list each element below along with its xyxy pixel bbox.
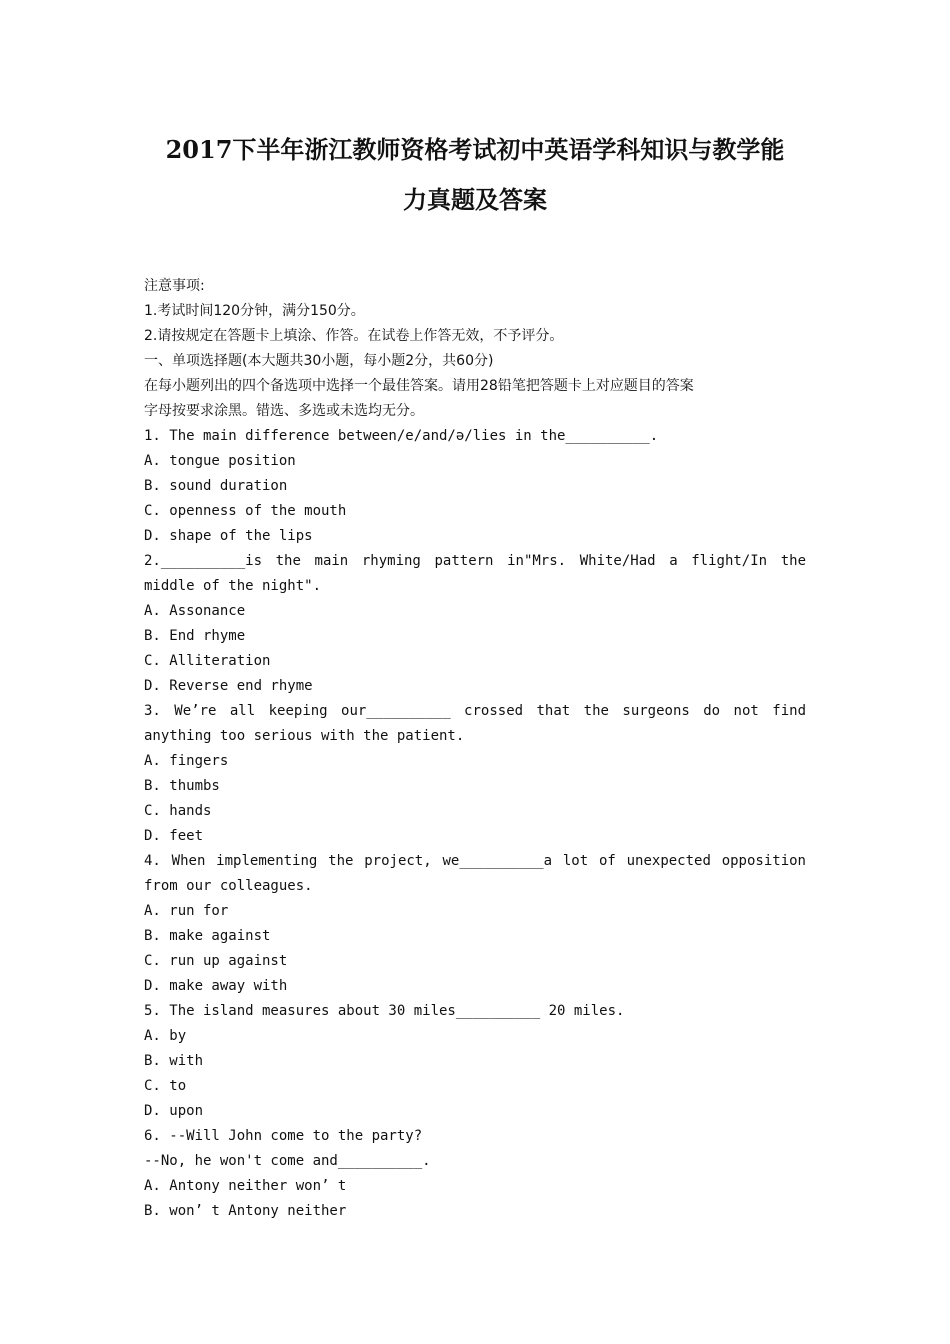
question-stem: 4. When implementing the project, we__________a lot of unexpected opposition <box>144 853 806 869</box>
section-instruction: 在每小题列出的四个备选项中选择一个最佳答案。请用28铅笔把答题卡上对应题目的答案 <box>144 378 694 394</box>
answer-option: D. feet <box>144 828 204 844</box>
notice-item: 1.考试时间120分钟，满分150分。 <box>144 303 365 319</box>
answer-option: A. tongue position <box>144 453 296 469</box>
answer-option: C. to <box>144 1078 187 1094</box>
question-stem: 1. The main difference between/e/and/ə/lies in the__________. <box>144 428 659 444</box>
question-stem: 5. The island measures about 30 miles__________ 20 miles. <box>144 1003 625 1019</box>
question-stem: middle of the night". <box>144 578 322 594</box>
answer-option: B. sound duration <box>144 478 288 494</box>
section-heading: 一、单项选择题(本大题共30小题，每小题2分，共60分) <box>144 353 494 369</box>
question-stem: anything too serious with the patient. <box>144 728 465 744</box>
document-body <box>144 274 806 1224</box>
question-stem: from our colleagues. <box>144 878 313 894</box>
answer-option: C. openness of the mouth <box>144 503 347 519</box>
notice-item: 2.请按规定在答题卡上填涂、作答。在试卷上作答无效，不予评分。 <box>144 328 564 344</box>
answer-option: C. run up against <box>144 953 288 969</box>
notice-heading: 注意事项: <box>144 278 205 294</box>
answer-option: B. thumbs <box>144 778 220 794</box>
answer-option: A. by <box>144 1028 187 1044</box>
answer-option: D. shape of the lips <box>144 528 313 544</box>
answer-option: A. fingers <box>144 753 229 769</box>
question-stem: 2.__________is the main rhyming pattern in"Mrs. White/Had a flight/In the <box>144 553 806 569</box>
question-stem: 6. --Will John come to the party? <box>144 1128 423 1144</box>
answer-option: A. run for <box>144 903 229 919</box>
answer-option: C. Alliteration <box>144 653 271 669</box>
answer-option: D. make away with <box>144 978 288 994</box>
answer-option: B. with <box>144 1053 204 1069</box>
answer-option: A. Antony neither won’ t <box>144 1178 347 1194</box>
answer-option: A. Assonance <box>144 603 246 619</box>
answer-option: B. make against <box>144 928 271 944</box>
question-stem: 3. We’re all keeping our__________ crossed that the surgeons do not find <box>144 703 806 719</box>
document-title-line-1: 2017下半年浙江教师资格考试初中英语学科知识与教学能 <box>165 135 785 164</box>
answer-option: B. End rhyme <box>144 628 246 644</box>
answer-option: D. upon <box>144 1103 204 1119</box>
answer-option: B. won’ t Antony neither <box>144 1203 347 1219</box>
document-title-line-2: 力真题及答案 <box>403 185 547 214</box>
question-stem: --No, he won't come and__________. <box>144 1153 431 1169</box>
section-instruction: 字母按要求涂黑。错选、多选或未选均无分。 <box>144 403 424 419</box>
answer-option: C. hands <box>144 803 212 819</box>
answer-option: D. Reverse end rhyme <box>144 678 313 694</box>
